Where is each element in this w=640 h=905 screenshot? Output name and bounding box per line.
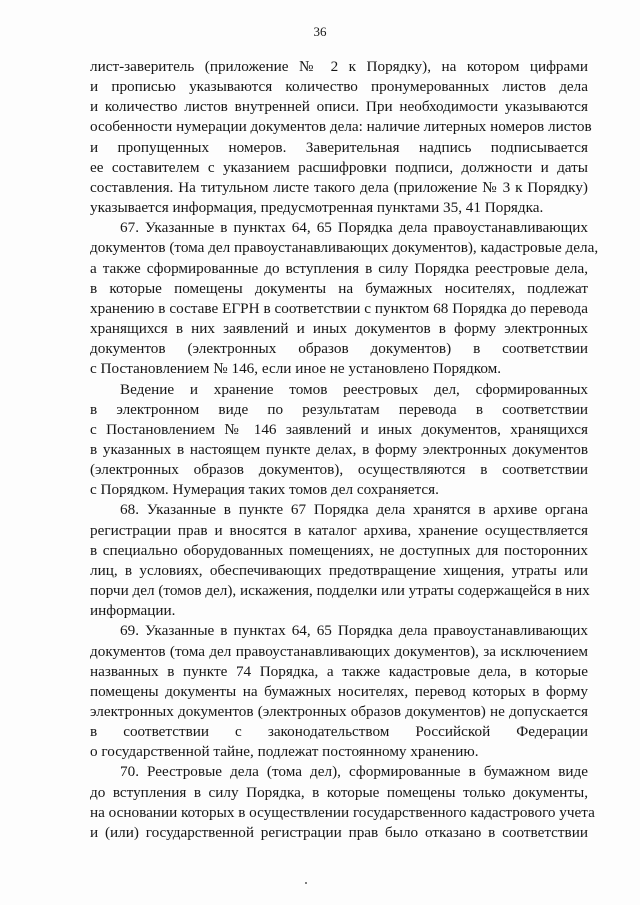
paragraph-67-continued	[90, 380, 588, 501]
paragraph-70	[90, 762, 595, 843]
paragraph-continuation	[90, 57, 592, 218]
text-line: регистрации прав и вносятся в каталог архива, хранение осуществляется	[90, 521, 588, 539]
text-line: ее составителем с указанием расшифровки подписи, должности и даты	[90, 158, 588, 176]
text-line: на основании которых в осуществлении государственного кадастрового учета	[90, 803, 595, 821]
text-line: и прописью указываются количество пронумерованных листов дела	[90, 78, 588, 96]
text-line: хранению в составе ЕГРН в соответствии с пунктом 68 Порядка до перевода	[90, 299, 588, 317]
text-line: в указанных в настоящем пункте делах, в форму электронных документов	[90, 440, 588, 458]
text-line: (электронных образов документов), осуществляются в соответствии	[90, 461, 588, 479]
text-line: до вступления в силу Порядка, в которые помещены только документы,	[90, 783, 588, 801]
text-line: лист-заверитель (приложение № 2 к Порядку), на котором цифрами	[90, 58, 588, 75]
text-line: документов (тома дел правоустанавливающих документов), за исключением	[90, 642, 588, 660]
text-line: составления. На титульном листе такого дела (приложение № 3 к Порядку)	[90, 178, 588, 196]
text-line: в которые помещены документы на бумажных носителях, подлежат	[90, 279, 588, 297]
text-line: информации.	[90, 602, 176, 620]
text-line: хранящихся в них заявлений и иных документов в форму электронных	[90, 320, 588, 338]
text-line: Ведение и хранение томов реестровых дел, сформированных	[120, 380, 588, 398]
text-line: 70. Реестровые дела (тома дел), сформированные в бумажном виде	[120, 763, 588, 781]
text-line: электронных документов (электронных образов документов) не допускается	[90, 703, 588, 720]
paragraph-67	[90, 218, 599, 379]
text-line: и пропущенных номеров. Заверительная надпись подписывается	[90, 138, 588, 156]
text-line: о государственной тайне, подлежат постоянному хранению.	[90, 743, 479, 761]
text-line: порчи дел (томов дел), искажения, подделки или утраты содержащейся в них	[90, 582, 590, 600]
text-line: помещены документы на бумажных носителях, перевод которых в форму	[90, 682, 588, 700]
text-line: документов (тома дел правоустанавливающих документов), кадастровые дела,	[90, 239, 599, 257]
text-line: документов (электронных образов документов) в соответствии	[90, 340, 588, 358]
text-line: лиц, в условиях, обеспечивающих предотвращение хищения, утраты или	[90, 561, 588, 579]
text-line: 69. Указанные в пунктах 64, 65 Порядка дела правоустанавливающих	[120, 622, 588, 640]
scan-speck	[305, 882, 307, 884]
text-line: и количество листов внутренней описи. При необходимости указываются	[90, 98, 588, 116]
text-line: а также сформированные до вступления в силу Порядка реестровые дела,	[90, 259, 588, 277]
text-line: указывается информация, предусмотренная пунктами 35, 41 Порядка.	[90, 199, 544, 217]
text-line: и (или) государственной регистрации прав было отказано в соответствии	[90, 823, 588, 841]
text-line: 67. Указанные в пунктах 64, 65 Порядка дела правоустанавливающих	[120, 219, 588, 237]
text-line: особенности нумерации документов дела: наличие литерных номеров листов	[90, 118, 592, 136]
text-line: названных в пункте 74 Порядка, а также кадастровые дела, в которые	[90, 662, 588, 680]
text-line: 68. Указанные в пункте 67 Порядка дела хранятся в архиве органа	[120, 501, 588, 519]
text-line: с Порядком. Нумерация таких томов дел сохраняется.	[90, 481, 439, 499]
text-line: с Постановлением № 146 заявлений и иных документов, хранящихся	[90, 420, 588, 438]
text-line: в специально оборудованных помещениях, не доступных для посторонних	[90, 541, 588, 559]
page-number: 36	[313, 24, 327, 39]
text-line: с Постановлением № 146, если иное не установлено Порядком.	[90, 360, 502, 378]
document-body	[90, 57, 599, 843]
text-line: в соответствии с законодательством Российской Федерации	[90, 723, 588, 741]
text-line: в электронном виде по результатам перевода в соответствии	[90, 400, 588, 418]
paragraph-69	[90, 621, 588, 762]
paragraph-68	[90, 500, 588, 621]
